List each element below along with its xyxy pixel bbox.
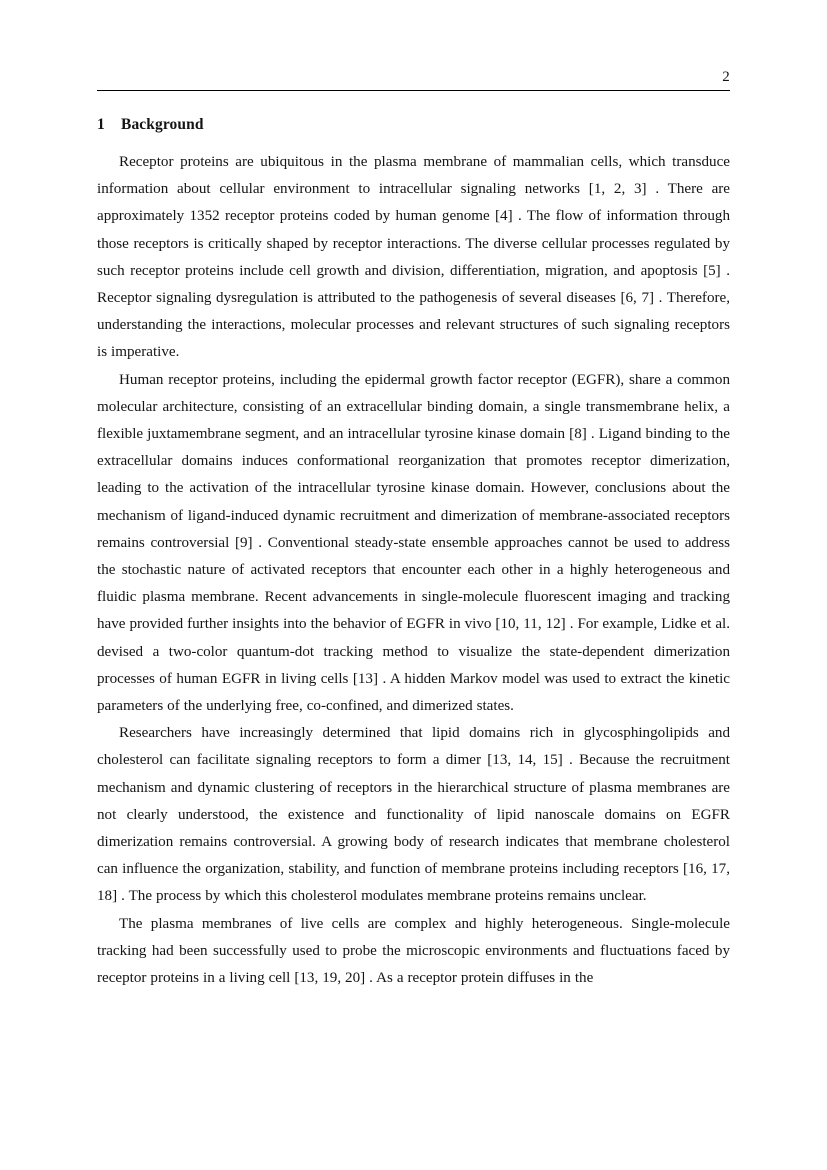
body-paragraph: Receptor proteins are ubiquitous in the plasma membrane of mammalian cells, which transduce information about cellular environment to intracellular signaling networks [1, 2, 3] . There are approximately 1352 receptor proteins coded by human genome [4] . The flow of information through those receptors is critically shaped by receptor interactions. The diverse cellular processes regulated by such receptor proteins include cell growth and division, differentiation, migration, and apoptosis [5] . Receptor signaling dysregulation is attributed to the pathogenesis of several diseases [6, 7] . Therefore, understanding the interactions, molecular processes and relevant structures of such signaling receptors is imperative. (97, 154, 730, 361)
body-paragraph: Human receptor proteins, including the epidermal growth factor receptor (EGFR), share a common molecular architecture, consisting of an extracellular binding domain, a single transmembrane helix, a flexible juxtamembrane segment, and an intracellular tyrosine kinase domain [8] . Ligand binding to the extracellular domains induces conformational reorganization that promotes receptor dimerization, leading to the activation of the intracellular tyrosine kinase domain. However, conclusions about the mechanism of ligand-induced dynamic recruitment and dimerization of membrane-associated receptors remains controversial [9] . Conventional steady-state ensemble approaches cannot be used to address the stochastic nature of activated receptors that encounter each other in a highly heterogeneous and fluidic plasma membrane. Recent advancements in single-molecule fluorescent imaging and tracking have provided further insights into the behavior of EGFR in vivo [10, 11, 12] . For example, Lidke et al. devised a two-color quantum-dot tracking method to visualize the state-dependent dimerization processes of human EGFR in living cells [13] . A hidden Markov model was used to extract the kinetic parameters of the underlying free, co-confined, and dimerized states. (97, 371, 730, 715)
page-content (97, 114, 730, 992)
section-title: Background (121, 116, 204, 133)
page-number: 2 (722, 69, 730, 85)
page-header-row (97, 62, 730, 86)
section-heading (97, 114, 730, 136)
body-paragraph: The plasma membranes of live cells are complex and highly heterogeneous. Single-molecule tracking had been successfully used to probe the microscopic environments and fluctuations faced by receptor proteins in a living cell [13, 19, 20] . As a receptor protein diffuses in the (97, 915, 730, 987)
body-paragraph: Researchers have increasingly determined that lipid domains rich in glycosphingolipids and cholesterol can facilitate signaling receptors to form a dimer [13, 14, 15] . Because the recruitment mechanism and dynamic clustering of receptors in the hierarchical structure of plasma membranes are not clearly understood, the existence and functionality of lipid nanoscale domains on EGFR dimerization remains controversial. A growing body of research indicates that membrane cholesterol can influence the organization, stability, and function of membrane proteins including receptors [16, 17, 18] . The process by which this cholesterol modulates membrane proteins remains unclear. (97, 725, 730, 905)
page-header (97, 62, 730, 91)
section-number: 1 (97, 116, 105, 133)
header-rule (97, 90, 730, 91)
